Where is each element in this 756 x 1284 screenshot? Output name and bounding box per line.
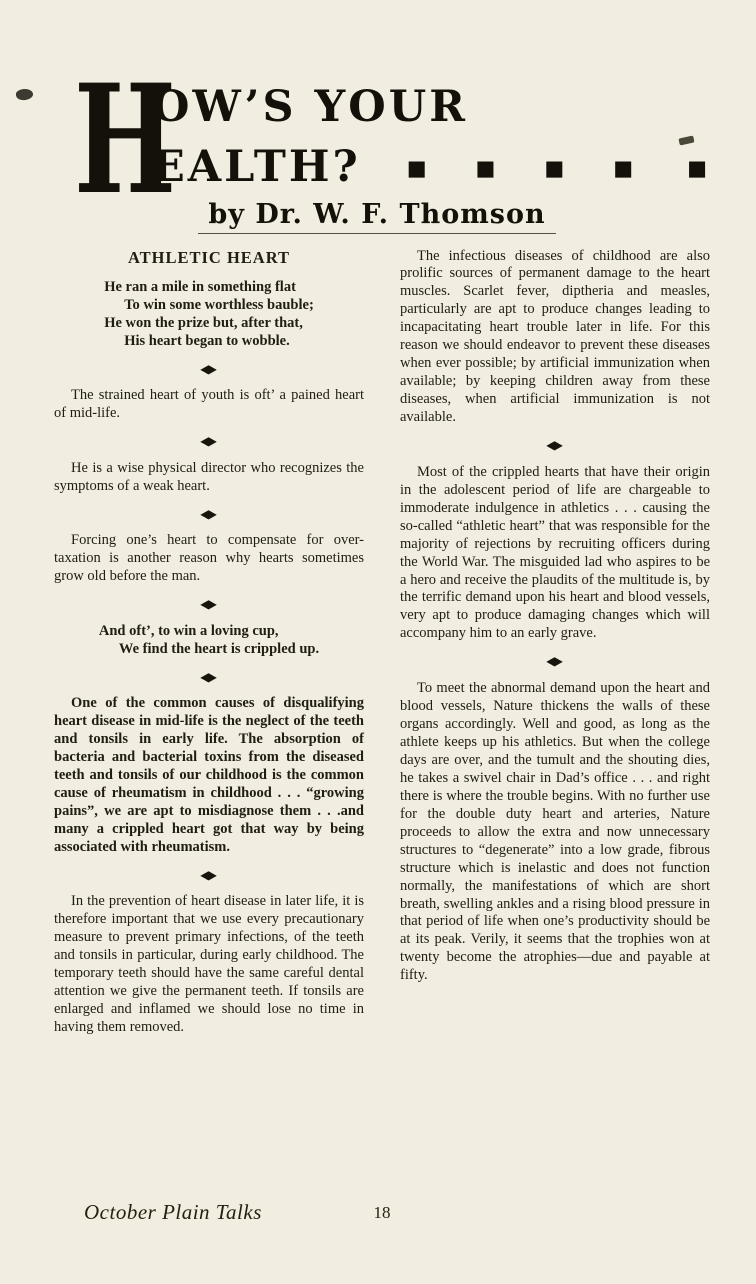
title-line-2 xyxy=(152,142,710,192)
poem-line: His heart began to wobble. xyxy=(124,332,290,349)
section-separator xyxy=(54,670,364,685)
publication-name: October Plain Talks xyxy=(84,1200,262,1224)
title-square-bullets xyxy=(361,157,710,178)
title-line-2-text: EALTH? xyxy=(152,142,361,192)
section-separator xyxy=(54,507,364,522)
byline: by Dr. W. F. Thomson xyxy=(198,199,555,234)
paragraph: He is a wise physical director who recognizes the symptoms of a weak heart. xyxy=(54,459,364,494)
diamond-separator-icon: ◆ xyxy=(200,597,218,612)
poem-line: And oft’, to win a loving cup, xyxy=(98,622,279,639)
section-separator xyxy=(400,438,710,453)
square-bullet-icon: ■ xyxy=(613,155,637,180)
diamond-separator-icon: ◆ xyxy=(200,669,218,684)
column-left xyxy=(54,248,364,1038)
paragraph: In the prevention of heart disease in later life, it is therefore important that we use every precautionary measure to prevent primary infections, of the teeth and tonsils in particular, during early childhood. The temporary teeth should have the same careful dental attention we give the permanent teeth. If tonsils are enlarged and inflamed we should lose no time in having them removed. xyxy=(54,893,364,1036)
column-right xyxy=(400,248,710,1038)
square-bullet-icon: ■ xyxy=(687,155,710,180)
paragraph: One of the common causes of disqualifying heart disease in mid-life is the neglect of the teeth and tonsils in early life. The absorption of bacteria and bacterial toxins from the diseased teeth and tonsils of our childhood is the common cause of rheumatism in childhood . . . “growing pains”, we are apt to misdiagnose them . . .and many a crippled heart got that way by being associated with rheumatism. xyxy=(54,695,364,855)
title-line-1: OW’S YOUR xyxy=(152,82,468,132)
square-bullet-icon: ■ xyxy=(544,155,568,180)
section-separator xyxy=(400,654,710,669)
diamond-separator-icon: ◆ xyxy=(200,867,218,882)
masthead xyxy=(54,52,710,234)
diamond-separator-icon: ◆ xyxy=(200,361,218,376)
paragraph: The strained heart of youth is oft’ a pained heart of mid-life. xyxy=(54,387,364,422)
section-heading: ATHLETIC HEART xyxy=(127,247,291,267)
page-number: 18 xyxy=(373,1203,391,1222)
diamond-separator-icon: ◆ xyxy=(546,654,564,669)
poem-verse xyxy=(104,279,314,351)
page-footer xyxy=(54,1200,710,1230)
square-bullet-icon: ■ xyxy=(475,155,499,180)
paragraph: To meet the abnormal demand upon the heart and blood vessels, Nature thickens the walls of these organs accordingly. Well and good, as long as the athlete keeps up his athletics. But when the college days are over, and the tumult and the shouting dies, he takes a swivel chair in Dad’s office . . . and right there is where the trouble begins. With no further use for the double duty heart and arteries, Nature proceeds to allow the extra and now unnecessary structures to “degenerate” into a low grade, fibrous structure which is inelastic and does not function normally, the manifestations of which are short breath, swelling ankles and a rising blood pressure in that period of life when one’s productivity should be at its peak. Verily, it seems that the trophies won at twenty become the atrophies—due and payable at fifty. xyxy=(400,679,710,984)
poem-line: We find the heart is crippled up. xyxy=(118,640,320,657)
title-dropcap: H xyxy=(74,52,177,228)
poem-line: He ran a mile in something flat xyxy=(104,278,296,295)
poem-line: To win some worthless bauble; xyxy=(124,296,314,313)
magazine-page xyxy=(0,52,756,1284)
section-separator xyxy=(54,362,364,377)
square-bullet-icon: ■ xyxy=(406,155,430,180)
diamond-separator-icon: ◆ xyxy=(200,506,218,521)
paragraph: Most of the crippled hearts that have their origin in the adolescent period of life are chargeable to immoderate indulgence in athletics . . . causing the so-called “athletic heart” that was responsible for the majority of rejections by recruiting officers during the World War. The misguided lad who aspires to be a hero and receive the plaudits of the multitude is, by the terrific demand upon his heart and blood vessels, very apt to produce damaging changes which will accompany him to an early grave. xyxy=(400,463,710,642)
section-separator xyxy=(54,597,364,612)
poem-line: He won the prize but, after that, xyxy=(104,314,303,331)
paragraph: Forcing one’s heart to compensate for over-taxation is another reason why hearts sometimes grow old before the man. xyxy=(54,532,364,585)
diamond-separator-icon: ◆ xyxy=(546,438,564,453)
diamond-separator-icon: ◆ xyxy=(200,434,218,449)
section-separator xyxy=(54,434,364,449)
poem-verse xyxy=(99,623,319,659)
section-separator xyxy=(54,868,364,883)
scan-artifact-mark xyxy=(15,88,33,101)
title-lines xyxy=(152,82,710,192)
paragraph: The infectious diseases of childhood are also prolific sources of permanent damage to the heart muscles. Scarlet fever, diptheria and measles, particularly are apt to produce changes leading to incapacitating heart trouble later in life. For this reason we should endeavor to prevent these diseases when ever possible; by artificial immunization when available; by keeping children away from these diseases, when artificial immunization is not available. xyxy=(400,247,710,426)
article-body xyxy=(54,248,710,1038)
